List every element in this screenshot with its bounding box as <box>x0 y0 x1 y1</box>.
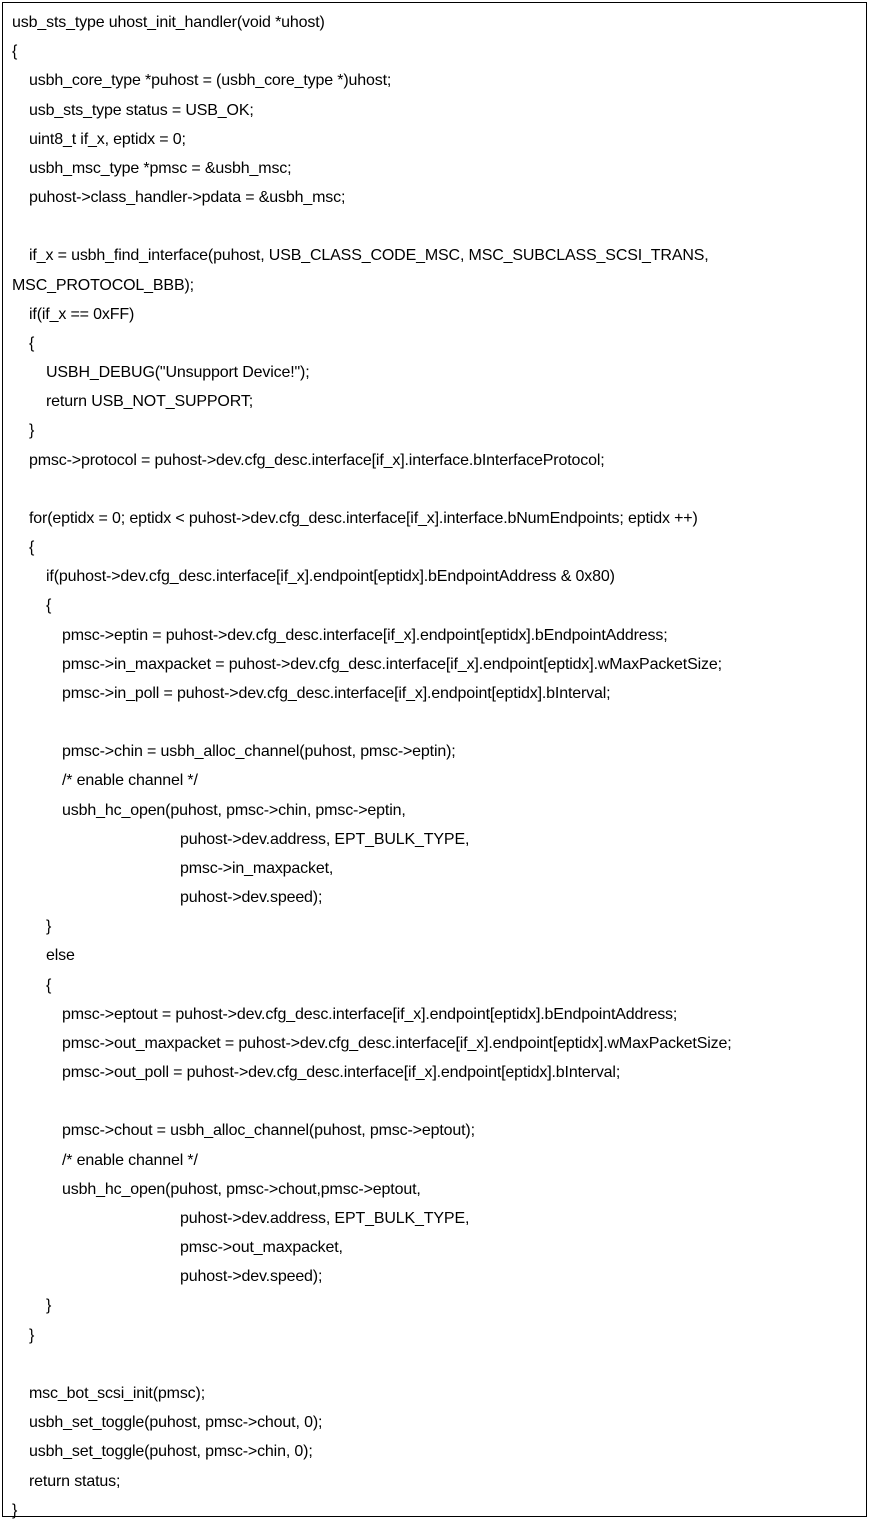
code-line: uint8_t if_x, eptidx = 0; <box>29 130 186 148</box>
code-line: puhost->dev.speed); <box>180 889 323 907</box>
code-line: pmsc->out_maxpacket = puhost->dev.cfg_desc.interface[if_x].endpoint[eptidx].wMaxPacketSize; <box>62 1034 732 1052</box>
code-line: pmsc->chin = usbh_alloc_channel(puhost, pmsc->eptin); <box>62 743 456 761</box>
code-line: { <box>46 597 52 615</box>
code-line: /* enable channel */ <box>62 1151 198 1169</box>
code-line: puhost->dev.speed); <box>180 1268 323 1286</box>
code-line: usb_sts_type status = USB_OK; <box>29 101 254 119</box>
blank-code-line <box>3 475 866 504</box>
code-line: puhost->dev.address, EPT_BULK_TYPE, <box>180 830 470 848</box>
code-line: else <box>46 947 75 965</box>
code-line: { <box>29 539 35 557</box>
code-line: } <box>12 1501 18 1519</box>
code-line: usbh_hc_open(puhost, pmsc->chin, pmsc->eptin, <box>62 801 406 819</box>
code-line: } <box>29 422 35 440</box>
code-line: { <box>12 43 18 61</box>
code-line: pmsc->in_maxpacket, <box>180 859 334 877</box>
code-line: usb_sts_type uhost_init_handler(void *uhost) <box>12 14 325 31</box>
code-line: usbh_set_toggle(puhost, pmsc->chout, 0); <box>29 1414 323 1432</box>
blank-code-line <box>3 1087 866 1116</box>
blank-code-line <box>3 708 866 737</box>
code-line: puhost->class_handler->pdata = &usbh_msc; <box>29 189 346 207</box>
code-line: pmsc->eptout = puhost->dev.cfg_desc.interface[if_x].endpoint[eptidx].bEndpointAddress; <box>62 1005 678 1023</box>
blank-code-line <box>3 1350 866 1379</box>
code-line: pmsc->out_poll = puhost->dev.cfg_desc.interface[if_x].endpoint[eptidx].bInterval; <box>62 1064 621 1082</box>
code-line: msc_bot_scsi_init(pmsc); <box>29 1384 206 1402</box>
code-line: if_x = usbh_find_interface(puhost, USB_CLASS_CODE_MSC, MSC_SUBCLASS_SCSI_TRANS, <box>29 247 709 265</box>
code-line: usbh_core_type *puhost = (usbh_core_type *)uhost; <box>29 72 392 90</box>
code-line: pmsc->out_maxpacket, <box>180 1239 343 1257</box>
code-line: usbh_msc_type *pmsc = &usbh_msc; <box>29 159 292 177</box>
blank-code-line <box>3 212 866 241</box>
code-line: usbh_hc_open(puhost, pmsc->chout,pmsc->eptout, <box>62 1180 421 1198</box>
code-line: if(if_x == 0xFF) <box>29 305 135 323</box>
code-line: puhost->dev.address, EPT_BULK_TYPE, <box>180 1209 470 1227</box>
code-line: MSC_PROTOCOL_BBB); <box>12 276 194 294</box>
code-line: for(eptidx = 0; eptidx < puhost->dev.cfg_desc.interface[if_x].interface.bNumEndpoints; eptidx ++) <box>29 509 698 527</box>
code-listing-box <box>2 2 867 1517</box>
code-line: pmsc->chout = usbh_alloc_channel(puhost, pmsc->eptout); <box>62 1122 475 1140</box>
code-line: pmsc->protocol = puhost->dev.cfg_desc.interface[if_x].interface.bInterfaceProtocol; <box>29 451 605 469</box>
code-line: } <box>29 1326 35 1344</box>
code-line: usbh_set_toggle(puhost, pmsc->chin, 0); <box>29 1443 313 1461</box>
code-line: { <box>46 976 52 994</box>
code-line: } <box>46 1297 52 1315</box>
code-line: pmsc->in_poll = puhost->dev.cfg_desc.interface[if_x].endpoint[eptidx].bInterval; <box>62 684 611 702</box>
code-line: { <box>29 334 35 352</box>
code-line: pmsc->in_maxpacket = puhost->dev.cfg_desc.interface[if_x].endpoint[eptidx].wMaxPacketSize; <box>62 655 722 673</box>
code-line: } <box>46 918 52 936</box>
code-line: return status; <box>29 1472 121 1490</box>
code-line: if(puhost->dev.cfg_desc.interface[if_x].endpoint[eptidx].bEndpointAddress & 0x80) <box>46 568 615 586</box>
code-line: return USB_NOT_SUPPORT; <box>46 393 253 411</box>
code-line: USBH_DEBUG("Unsupport Device!"); <box>46 364 310 382</box>
code-line: /* enable channel */ <box>62 772 198 790</box>
code-line: pmsc->eptin = puhost->dev.cfg_desc.interface[if_x].endpoint[eptidx].bEndpointAddress; <box>62 626 668 644</box>
